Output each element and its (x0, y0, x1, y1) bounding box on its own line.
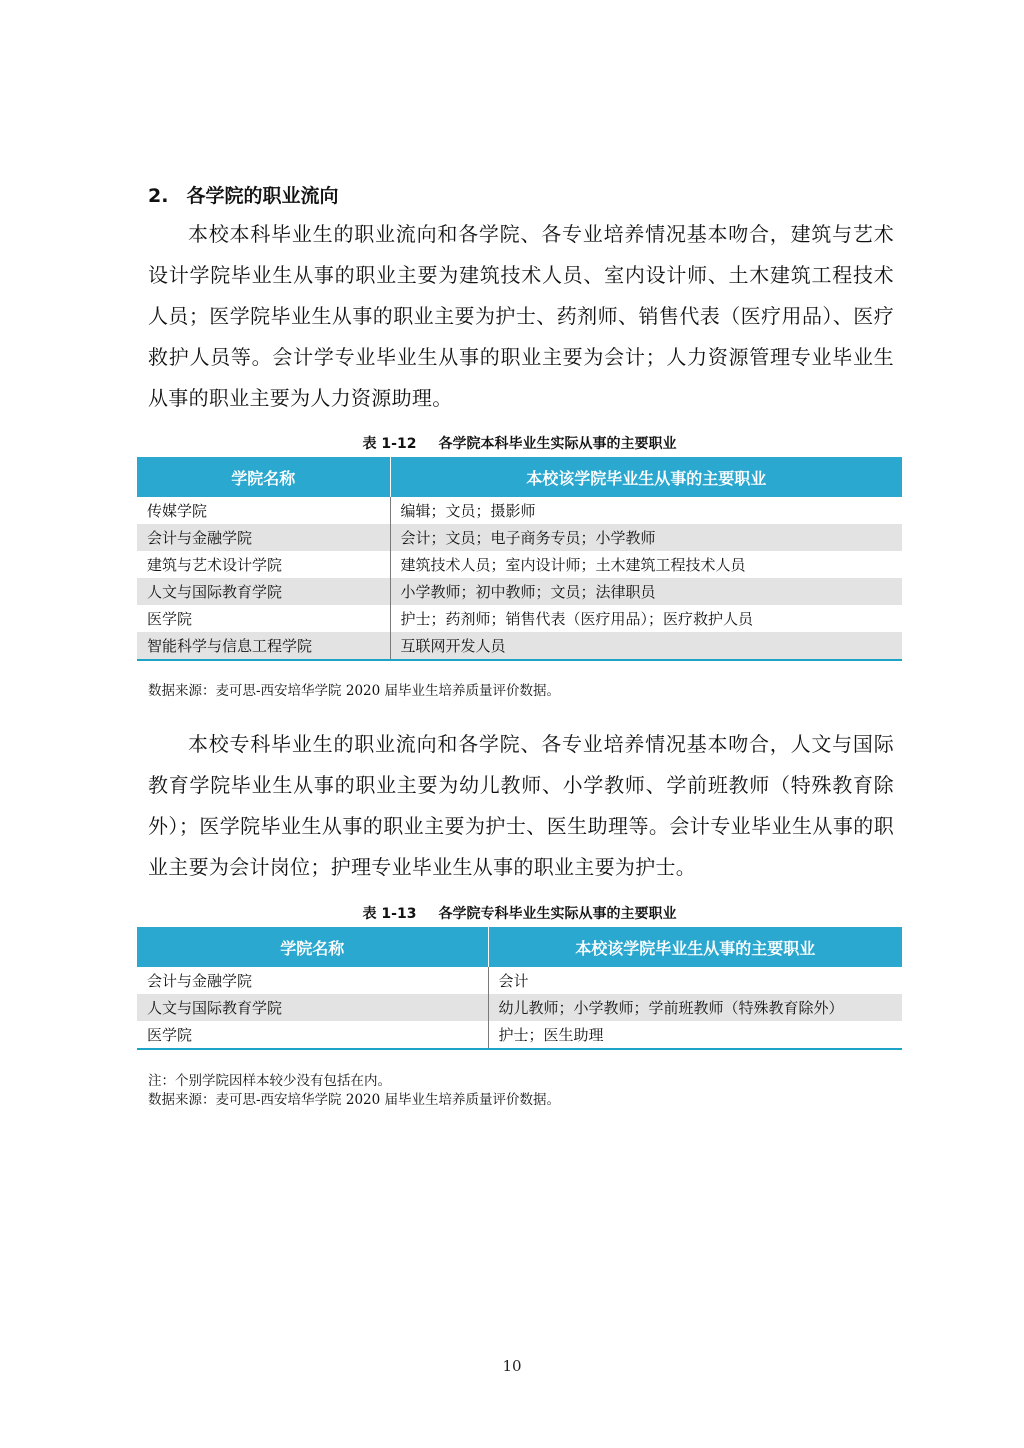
table-row (137, 605, 902, 632)
table-row (137, 967, 902, 994)
table-row (137, 632, 902, 660)
college-cell: 建筑与艺术设计学院 (137, 551, 390, 578)
occupation-cell: 编辑；文员；摄影师 (400, 502, 536, 520)
occupation-cell: 会计；文员；电子商务专员；小学教师 (390, 524, 902, 551)
college-cell: 医学院 (137, 605, 390, 632)
body-paragraph-undergraduate: 本校本科毕业生的职业流向和各学院、各专业培养情况基本吻合，建筑与艺术设计学院毕业生从事的职业主要为建筑技术人员、室内设计师、土木建筑工程技术人员；医学院毕业生从事的职业主要为护士、药剂师、销售代表（医疗用品）、医疗救护人员等。会计学专业毕业生从事的职业主要为会计；人力资源管理专业毕业生从事的职业主要为人力资源助理。 (148, 222, 894, 410)
table-header-row (137, 457, 902, 497)
college-cell: 人文与国际教育学院 (137, 578, 390, 605)
table-row (137, 524, 902, 551)
college-cell: 医学院 (137, 1021, 488, 1049)
college-cell: 人文与国际教育学院 (137, 994, 488, 1021)
header-college-name: 学院名称 (137, 927, 488, 967)
table-caption-title: 各学院专科毕业生实际从事的主要职业 (438, 906, 677, 922)
occupation-cell: 小学教师；初中教师；文员；法律职员 (390, 578, 902, 605)
section-title: 各学院的职业流向 (186, 185, 339, 207)
occupation-cell: 幼儿教师；小学教师；学前班教师（特殊教育除外） (488, 994, 902, 1021)
occupation-cell: 互联网开发人员 (390, 632, 902, 660)
table-row (137, 1021, 902, 1049)
occupation-cell: 会计 (498, 972, 529, 990)
table-row (137, 551, 902, 578)
body-paragraph-junior-college: 本校专科毕业生的职业流向和各学院、各专业培养情况基本吻合，人文与国际教育学院毕业生从事的职业主要为幼儿教师、小学教师、学前班教师（特殊教育除外）；医学院毕业生从事的职业主要为护士、医生助理等。会计专业毕业生从事的职业主要为会计岗位；护理专业毕业生从事的职业主要为护士。 (148, 732, 894, 879)
college-cell: 智能科学与信息工程学院 (137, 632, 390, 660)
table-header-row (137, 927, 902, 967)
undergraduate-occupation-table (137, 457, 902, 661)
table-caption-number: 表 1-12 (362, 436, 417, 452)
table-2-footnote: 注：个别学院因样本较少没有包括在内。 (148, 1073, 391, 1089)
page-number: 10 (502, 1357, 522, 1375)
table-row (137, 994, 902, 1021)
table-caption-number: 表 1-13 (362, 906, 417, 922)
table-row (137, 497, 902, 524)
header-college-name: 学院名称 (137, 457, 390, 497)
occupation-cell: 建筑技术人员；室内设计师；土木建筑工程技术人员 (400, 556, 746, 574)
college-cell: 传媒学院 (137, 497, 390, 524)
table-2-source-note: 数据来源：麦可思-西安培华学院 2020 届毕业生培养质量评价数据。 (148, 1092, 560, 1108)
header-main-occupations: 本校该学院毕业生从事的主要职业 (390, 457, 902, 497)
table-1-source-note: 数据来源：麦可思-西安培华学院 2020 届毕业生培养质量评价数据。 (148, 683, 560, 699)
college-cell: 会计与金融学院 (137, 524, 390, 551)
section-heading (148, 181, 338, 208)
section-number: 2. (148, 185, 169, 207)
header-main-occupations: 本校该学院毕业生从事的主要职业 (488, 927, 902, 967)
table-caption-1-12 (137, 433, 902, 453)
table-caption-title: 各学院本科毕业生实际从事的主要职业 (438, 436, 677, 452)
table-row (137, 578, 902, 605)
junior-college-occupation-table (137, 927, 902, 1050)
table-caption-1-13 (137, 903, 902, 923)
occupation-cell: 护士；医生助理 (498, 1026, 604, 1044)
college-cell: 会计与金融学院 (137, 967, 488, 994)
occupation-cell: 护士；药剂师；销售代表（医疗用品）；医疗救护人员 (400, 610, 754, 628)
